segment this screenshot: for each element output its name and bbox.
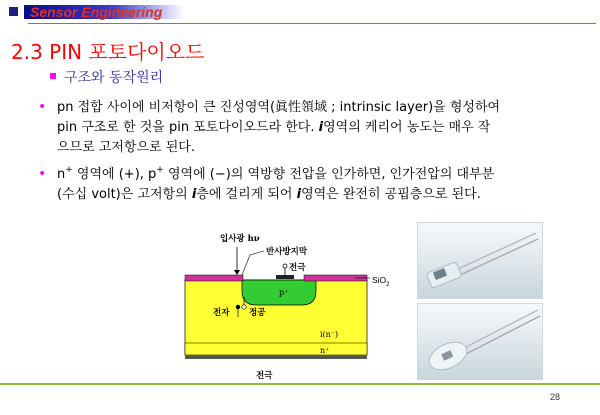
photodiode-photo-1 xyxy=(417,222,543,299)
header-divider xyxy=(28,23,596,24)
paragraph-1-line-1: pn 접합 사이에 비저항이 큰 진성영역(眞性領域 ; intrinsic layer)을 형성하여 xyxy=(57,100,501,115)
paragraph-1-line-3: 으므로 고저항으로 된다. xyxy=(57,140,195,155)
n-plus-layer xyxy=(185,343,367,355)
sio2-label: SiO$_2$ xyxy=(372,275,390,288)
p-plus-label: p⁺ xyxy=(279,288,289,297)
electron-label: 전자 xyxy=(213,308,230,318)
antireflect-label: 반사방지막 xyxy=(266,247,308,257)
hole-label: 정공 xyxy=(249,308,266,318)
i-region-label: i(n⁻) xyxy=(320,330,339,339)
light-label: 입사광 hν xyxy=(220,234,260,244)
hole-dot xyxy=(242,305,246,309)
slide-title: 2.3 PIN 포토다이오드 xyxy=(11,40,205,64)
subtitle-bullet-icon xyxy=(50,73,56,79)
sio2-left xyxy=(185,275,243,281)
top-electrode-label: 전극 xyxy=(289,263,306,273)
header-title: Sensor Engineering xyxy=(30,4,163,20)
electron-dot xyxy=(236,305,240,309)
pin-structure-diagram xyxy=(180,225,420,385)
photodiode-photo-2 xyxy=(417,303,543,380)
bullet-icon: • xyxy=(38,99,47,115)
page-number: 28 xyxy=(550,392,561,402)
paragraph-2 xyxy=(57,165,592,205)
paragraph-2-line-1: n+ 영역에 (+), p+ 영역에 (−)의 역방향 전압을 인가하면, 인가전압의 대부분 xyxy=(57,165,495,182)
bottom-electrode-label: 전극 xyxy=(256,371,273,381)
paragraph-2-line-2: (수십 volt)은 고저항의 i층에 걸리게 되어 i영역은 완전히 공핍층으로 된다. xyxy=(57,187,481,202)
header-square-icon xyxy=(9,7,18,16)
bullet-icon: • xyxy=(38,166,47,182)
n-plus-label: n⁺ xyxy=(320,346,330,355)
paragraph-1-line-2: pin 구조로 한 것을 pin 포토다이오드라 한다. i영역의 케리어 농도는 매우 작 xyxy=(57,120,491,135)
paragraph-1 xyxy=(57,98,592,158)
top-electrode xyxy=(276,275,294,279)
bottom-electrode xyxy=(185,355,367,359)
slide-subtitle: 구조와 동작원리 xyxy=(64,70,164,86)
footer-divider xyxy=(0,383,600,385)
